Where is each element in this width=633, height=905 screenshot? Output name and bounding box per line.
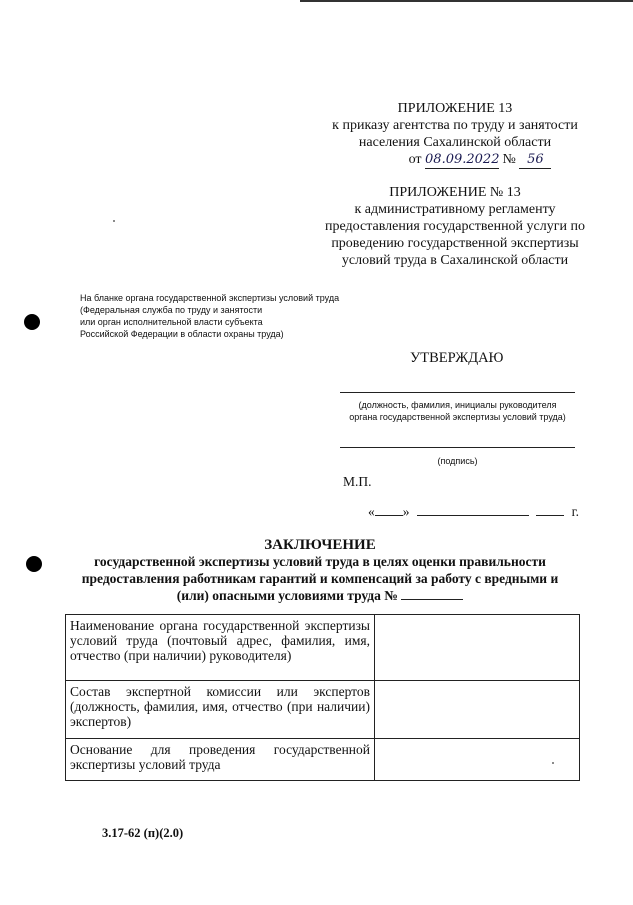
- appendix-line: предоставления государственной услуги по: [325, 219, 585, 234]
- conclusion-number-blank: [401, 587, 463, 600]
- appendix-regulation-block: [300, 184, 610, 269]
- row-label: Основание для проведения государственной экспертизы условий труда: [66, 739, 375, 781]
- row-value: [375, 681, 580, 739]
- position-caption: [340, 399, 575, 423]
- note-line: На бланке органа государственной экспертизы условий труда: [80, 293, 340, 303]
- day-blank: [375, 503, 403, 516]
- table-row: [66, 615, 580, 681]
- appendix-line: к приказу агентства по труду и занятости: [332, 118, 578, 133]
- order-number: 56: [519, 151, 551, 169]
- subtitle-text: (или) опасными условиями труда №: [176, 588, 398, 603]
- signature-line: [340, 447, 575, 448]
- appendix-line: к административному регламенту: [354, 202, 556, 217]
- year-suffix: г.: [571, 504, 580, 519]
- year-blank: [536, 503, 564, 516]
- note-line: (Федеральная служба по труду и занятости: [80, 305, 263, 315]
- letterhead-note: [80, 292, 380, 340]
- conclusion-table: [65, 614, 580, 781]
- month-blank: [417, 503, 529, 516]
- top-edge-line: [300, 0, 633, 2]
- stamp-label: М.П.: [343, 474, 372, 489]
- speck: [113, 220, 115, 222]
- position-line: [340, 392, 575, 393]
- conclusion-title: ЗАКЛЮЧЕНИЕ: [264, 537, 376, 553]
- subtitle-line: [60, 587, 580, 604]
- row-label: Состав экспертной комиссии или экспертов (должность, фамилия, имя, отчество (при наличии) экспертов): [66, 681, 375, 739]
- order-date-number: [300, 151, 610, 169]
- appendix-title: ПРИЛОЖЕНИЕ № 13: [389, 185, 521, 200]
- table-row: [66, 681, 580, 739]
- appendix-line: условий труда в Сахалинской области: [341, 253, 569, 268]
- from-label: от: [408, 152, 422, 167]
- punch-hole: [24, 314, 40, 330]
- order-date: 08.09.2022: [425, 152, 500, 167]
- appendix-order-block: [300, 100, 610, 169]
- appendix-line: проведению государственной экспертизы: [331, 236, 579, 251]
- conclusion-subtitle: [60, 553, 580, 604]
- quote-open: «: [368, 504, 375, 519]
- number-label: №: [502, 152, 516, 167]
- caption-line: органа государственной экспертизы условий труда): [349, 412, 566, 422]
- approval-date: [368, 503, 579, 520]
- subtitle-line: государственной экспертизы условий труда в целях оценки правильности: [94, 554, 546, 569]
- row-value: [375, 739, 580, 781]
- appendix-title: ПРИЛОЖЕНИЕ 13: [397, 101, 513, 116]
- row-value: [375, 615, 580, 681]
- caption-line: (должность, фамилия, инициалы руководителя: [358, 400, 557, 410]
- signature-caption: (подпись): [437, 456, 478, 466]
- note-line: или орган исполнительной власти субъекта: [80, 317, 263, 327]
- approve-title: УТВЕРЖДАЮ: [410, 350, 504, 366]
- form-code: 3.17-62 (п)(2.0): [102, 826, 184, 840]
- note-line: Российской Федерации в области охраны труда): [80, 329, 284, 339]
- appendix-line: населения Сахалинской области: [358, 135, 552, 150]
- subtitle-line: предоставления работникам гарантий и компенсаций за работу с вредными и: [81, 571, 559, 586]
- table-row: [66, 739, 580, 781]
- punch-hole: [26, 556, 42, 572]
- row-label: Наименование органа государственной экспертизы условий труда (почтовый адрес, фамилия, имя, отчество (при наличии) руководителя): [66, 615, 375, 681]
- quote-close: »: [402, 504, 410, 519]
